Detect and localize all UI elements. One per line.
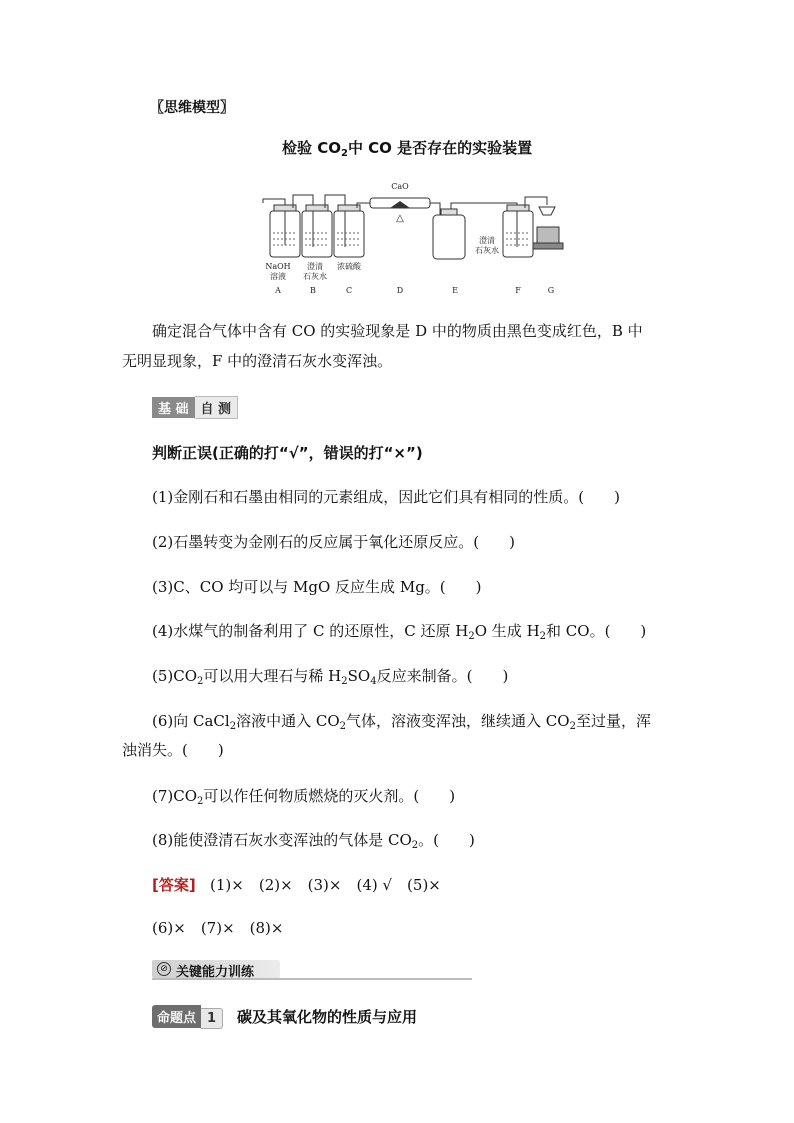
section2-circle-icon: ⊘ (157, 962, 171, 976)
letter-f: F (515, 286, 521, 295)
letter-b: B (310, 286, 316, 295)
label-b-2: 石灰水 (303, 272, 327, 281)
question-8: (8)能使澄清石灰水变浑浊的气体是 $CO_2$。( ) (152, 831, 475, 851)
cao-powder (390, 201, 410, 208)
section2-header: ⊘ 关键能力训练 (152, 960, 472, 980)
topic-badge: 命题点 1 (152, 1005, 223, 1025)
paragraph-line1: 确定混合气体中含有 CO 的实验现象是 D 中的物质由黑色变成红色，B 中 (152, 322, 643, 340)
question-1: (1)金刚石和石墨由相同的元素组成，因此它们具有相同的性质。( ) (152, 488, 620, 506)
answer-line2: (6)× (7)× (8)× (152, 919, 284, 937)
question-6-line2: 浊消失。( ) (122, 741, 224, 759)
bottle-e (433, 215, 465, 259)
bottle-c (334, 211, 364, 257)
question-7: $(7)CO_2$可以作任何物质燃烧的灭火剂。( ) (152, 787, 456, 807)
label-b-1: 澄清 (307, 262, 323, 271)
question-5: $(5)CO_2$可以用大理石与稀 $H_2SO_4$反应来制备。( ) (152, 667, 509, 687)
label-f-2: 石灰水 (475, 246, 499, 255)
label-a-2: 溶液 (270, 272, 286, 281)
instruction: 判断正误(正确的打“√”，错误的打“×”) (152, 444, 423, 462)
badge-basic-test: 基 础 自 测 (152, 396, 238, 414)
delta-label: △ (396, 213, 404, 224)
question-2: (2)石墨转变为金刚石的反应属于氧化还原反应。( ) (152, 533, 515, 551)
label-c-1: 浓硫酸 (337, 262, 361, 271)
letter-d: D (396, 286, 404, 295)
answer-line1: [答案] (1)× (2)× (3)× (4) √ (5)× (152, 876, 441, 894)
apparatus-diagram (255, 175, 575, 300)
paragraph-line2: 无明显现象，F 中的澄清石灰水变浑浊。 (122, 352, 393, 370)
letter-a: A (275, 286, 281, 295)
question-3: (3)C、CO 均可以与 MgO 反应生成 Mg。( ) (152, 578, 482, 596)
letter-c: C (345, 286, 353, 295)
question-6-line1: (6)向 CaCl$_2$溶液中通入 $CO_2$气体，溶液变浑浊，继续通入 $CO_2$至过量，浑 (152, 712, 651, 732)
section-label: 〖思维模型〗 (150, 100, 234, 116)
bottle-f (503, 211, 533, 257)
figure-title: 检验 $CO_2$中 CO 是否存在的实验装置 (282, 139, 533, 159)
cao-label: CaO (391, 182, 409, 191)
letter-g: G (547, 286, 555, 295)
question-4: (4)水煤气的制备利用了 C 的还原性，C 还原 $H_2O$ 生成 $H_2$和 CO。( ) (152, 622, 647, 642)
label-f-1: 澄清 (479, 236, 495, 245)
answer-label: [答案] (152, 876, 196, 894)
burner-g (539, 207, 555, 215)
bottle-b (302, 211, 332, 257)
label-a-1: NaOH (265, 262, 291, 271)
topic-title: 碳及其氧化物的性质与应用 (237, 1008, 418, 1026)
letter-e: E (452, 286, 458, 295)
